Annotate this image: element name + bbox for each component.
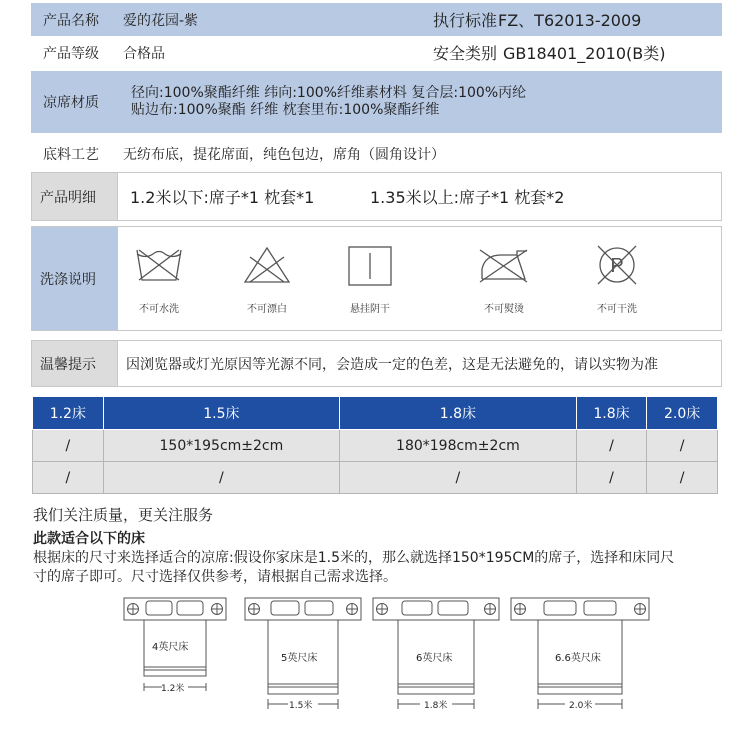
bed-diagram-4ft <box>122 595 228 699</box>
spec-row-base <box>31 137 722 170</box>
care-label: 悬挂阴干 <box>350 304 390 315</box>
table-cell: 150*195cm±2cm <box>103 430 340 462</box>
table-header-cell: 1.8床 <box>576 397 647 430</box>
table-cell: / <box>340 462 577 494</box>
size-table <box>32 396 718 494</box>
bed-diagram-6ft <box>372 595 500 717</box>
spec-row-detail <box>31 172 722 221</box>
table-cell: / <box>576 462 647 494</box>
table-cell: / <box>647 430 718 462</box>
wash-label: 洗涤说明 <box>32 227 118 330</box>
bed-diagram-6-6ft <box>510 595 650 717</box>
spec-row-product-name <box>31 3 722 36</box>
bed-dimension: 1.8米 <box>424 701 448 711</box>
bed-label: 4英尺床 <box>152 642 189 653</box>
bed-label: 6.6英尺床 <box>555 653 601 664</box>
spec-row-tip <box>31 340 722 387</box>
base-value: 无纺布底，提花席面，纯色包边，席角（圆角设计） <box>123 146 445 163</box>
no-dryclean-icon <box>594 242 640 288</box>
care-hang-dry <box>338 245 402 315</box>
grade-value: 合格品 <box>123 45 165 62</box>
detail-value-1: 1.2米以下:席子*1 枕套*1 <box>130 188 315 207</box>
spec-row-material <box>31 71 722 133</box>
table-header-cell: 2.0床 <box>647 397 718 430</box>
bed-fit-desc-2: 寸的席子即可。尺寸选择仅供参考，请根据自己需求选择。 <box>33 569 397 585</box>
tip-value: 因浏览器或灯光原因等光源不同，会造成一定的色差，这是无法避免的，请以实物为准 <box>126 356 658 373</box>
no-bleach-icon <box>242 245 292 285</box>
table-cell: / <box>103 462 340 494</box>
detail-label: 产品明细 <box>32 173 118 220</box>
detail-value-2: 1.35米以上:席子*1 枕套*2 <box>370 188 565 207</box>
svg-text:P: P <box>610 255 624 277</box>
bed-fit-heading: 此款适合以下的床 <box>33 531 145 547</box>
base-label: 底料工艺 <box>43 146 99 163</box>
table-cell: / <box>33 430 104 462</box>
care-no-wash <box>130 245 188 315</box>
table-header-row <box>33 397 718 430</box>
spec-row-grade <box>31 36 722 69</box>
no-wash-icon <box>134 245 184 285</box>
table-cell: / <box>576 430 647 462</box>
table-cell: 180*198cm±2cm <box>340 430 577 462</box>
standard-label: 执行标准 <box>433 11 498 30</box>
care-label: 不可干洗 <box>597 304 637 315</box>
hang-dry-icon <box>345 245 395 287</box>
bed-dimension: 1.5米 <box>289 701 313 711</box>
bed-dimension: 2.0米 <box>569 701 593 711</box>
table-row <box>33 462 718 494</box>
product-name-value: 爱的花园-紫 <box>123 12 199 29</box>
no-iron-icon <box>477 245 531 285</box>
table-header-cell: 1.2床 <box>33 397 104 430</box>
care-no-bleach <box>239 245 295 315</box>
safety-label: 安全类别 <box>433 44 498 63</box>
material-line1: 径向:100%聚酯纤维 纬向:100%纤维素材料 复合层:100%丙纶 <box>131 85 527 101</box>
care-label: 不可水洗 <box>139 304 179 315</box>
product-name-label: 产品名称 <box>43 12 99 29</box>
bed-label: 5英尺床 <box>281 653 318 664</box>
service-slogan: 我们关注质量，更关注服务 <box>33 506 214 524</box>
standard-value: FZ、T62013-2009 <box>498 11 642 30</box>
table-header-cell: 1.5床 <box>103 397 340 430</box>
table-cell: / <box>33 462 104 494</box>
care-no-dryclean <box>588 242 646 315</box>
material-line2: 贴边布:100%聚酯 纤维 枕套里布:100%聚酯纤维 <box>131 102 440 118</box>
bed-fit-desc-1: 根据床的尺寸来选择适合的凉席:假设你家床是1.5米的，那么就选择150*195CM的席子，选择和床同尺 <box>33 550 675 566</box>
care-label: 不可熨烫 <box>484 304 524 315</box>
care-no-iron <box>475 245 533 315</box>
table-header-cell: 1.8床 <box>340 397 577 430</box>
care-label: 不可漂白 <box>247 304 287 315</box>
bed-diagram-5ft <box>244 595 362 717</box>
table-row <box>33 430 718 462</box>
tip-label: 温馨提示 <box>32 341 118 386</box>
bed-label: 6英尺床 <box>416 653 453 664</box>
grade-label: 产品等级 <box>43 45 99 62</box>
safety-value: GB18401_2010(B类) <box>503 44 666 63</box>
table-cell: / <box>647 462 718 494</box>
bed-dimension: 1.2米 <box>161 684 185 694</box>
material-label: 凉席材质 <box>43 95 99 111</box>
